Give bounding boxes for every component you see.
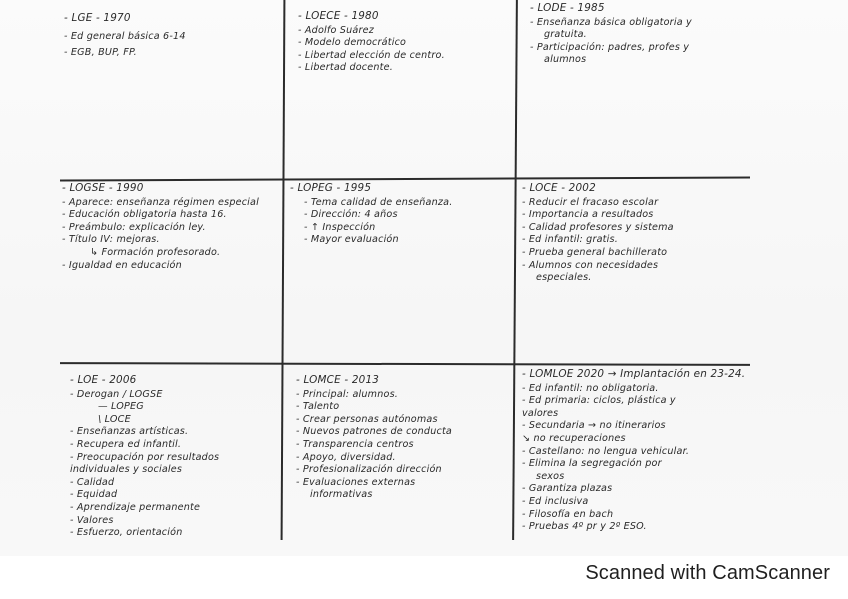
cell-line: - Nuevos patrones de conducta bbox=[296, 426, 452, 438]
cell-line: - Prueba general bachillerato bbox=[522, 246, 668, 258]
cell-line: - Calidad profesores y sistema bbox=[522, 221, 674, 233]
cell-title: - LOMLOE 2020 → Implantación en 23-24. bbox=[522, 368, 746, 380]
cell-line: - Castellano: no lengua vehicular. bbox=[522, 445, 690, 457]
cell-line: ↳ Formación profesorado. bbox=[90, 246, 221, 258]
cell-lode bbox=[530, 2, 745, 67]
cell-loece bbox=[298, 10, 510, 75]
cell-line: sexos bbox=[536, 470, 565, 482]
cell-line: - Preocupación por resultados bbox=[70, 451, 220, 463]
cell-line: - ↑ Inspección bbox=[304, 221, 376, 233]
cell-line: - Educación obligatoria hasta 16. bbox=[62, 209, 227, 221]
cell-line: - Modelo democrático bbox=[298, 37, 407, 49]
cell-line: — LOPEG bbox=[98, 401, 144, 413]
cell-line: - Calidad bbox=[70, 476, 115, 488]
cell-line: - Libertad docente. bbox=[298, 62, 393, 74]
cell-line: ↘ no recuperaciones bbox=[522, 432, 626, 444]
cell-line: - Ed infantil: gratis. bbox=[522, 234, 618, 246]
cell-line: - Preámbulo: explicación ley. bbox=[62, 221, 206, 233]
cell-line: - Título IV: mejoras. bbox=[62, 234, 160, 246]
cell-line: - Evaluaciones externas bbox=[296, 476, 416, 488]
cell-line: - Aparece: enseñanza régimen especial bbox=[62, 196, 259, 208]
camscanner-watermark: Scanned with CamScanner bbox=[585, 562, 830, 584]
cell-line: - Valores bbox=[70, 514, 114, 526]
cell-title: - LOPEG - 1995 bbox=[290, 182, 372, 194]
cell-line: - Mayor evaluación bbox=[304, 234, 399, 246]
cell-line: - Reducir el fracaso escolar bbox=[522, 196, 659, 208]
cell-line: - Filosofía en bach bbox=[522, 508, 614, 520]
cell-line: - Tema calidad de enseñanza. bbox=[304, 196, 453, 208]
cell-lopeg bbox=[290, 182, 510, 247]
cell-line: - Aprendizaje permanente bbox=[70, 501, 201, 513]
cell-loe bbox=[70, 374, 278, 540]
cell-line: - Esfuerzo, orientación bbox=[70, 527, 183, 539]
cell-line: - Garantiza plazas bbox=[522, 483, 613, 495]
cell-title: - LOMCE - 2013 bbox=[296, 374, 380, 386]
cell-line: - Pruebas 4º pr y 2º ESO. bbox=[522, 521, 647, 533]
cell-line: - Libertad elección de centro. bbox=[298, 49, 445, 61]
cell-line: - Transparencia centros bbox=[296, 438, 414, 450]
cell-line: individuales y sociales bbox=[70, 464, 183, 476]
cell-lge bbox=[64, 12, 276, 60]
cell-line: - Igualdad en educación bbox=[62, 259, 182, 271]
cell-line: - Ed general básica 6-14 bbox=[64, 30, 186, 42]
cell-loce bbox=[522, 182, 747, 285]
cell-line: - Dirección: 4 años bbox=[304, 209, 398, 221]
cell-line: - Recupera ed infantil. bbox=[70, 438, 182, 450]
cell-line: - Derogan / LOGSE bbox=[70, 388, 163, 400]
cell-line: \ LOCE bbox=[98, 413, 131, 425]
cell-logse bbox=[62, 182, 280, 272]
cell-title: - LGE - 1970 bbox=[64, 12, 131, 24]
cell-title: - LOECE - 1980 bbox=[298, 10, 379, 22]
cell-lomloe bbox=[522, 368, 762, 534]
cell-line: - Secundaria → no itinerarios bbox=[522, 420, 666, 432]
cell-title: - LOGSE - 1990 bbox=[62, 182, 144, 194]
cell-line: - Principal: alumnos. bbox=[296, 388, 399, 400]
cell-lomce bbox=[296, 374, 510, 502]
cell-line: - Enseñanzas artísticas. bbox=[70, 426, 189, 438]
cell-line: - Equidad bbox=[70, 489, 118, 501]
cell-line: - Crear personas autónomas bbox=[296, 413, 438, 425]
cell-line: - Talento bbox=[296, 401, 340, 413]
cell-line: - Alumnos con necesidades bbox=[522, 259, 659, 271]
cell-line: - Ed infantil: no obligatoria. bbox=[522, 382, 659, 394]
cell-line: gratuita. bbox=[544, 29, 587, 41]
cell-line: especiales. bbox=[536, 272, 592, 284]
cell-line: informativas bbox=[310, 489, 373, 501]
cell-line: - Apoyo, diversidad. bbox=[296, 451, 396, 463]
cell-line: - Profesionalización dirección bbox=[296, 464, 442, 476]
cell-line: - EGB, BUP, FP. bbox=[64, 47, 137, 59]
cell-line: - Ed primaria: ciclos, plástica y bbox=[522, 395, 676, 407]
cell-line: - Adolfo Suárez bbox=[298, 24, 374, 36]
cell-line: alumnos bbox=[544, 54, 587, 66]
cell-line: valores bbox=[522, 407, 559, 419]
cell-title: - LOCE - 2002 bbox=[522, 182, 596, 194]
cell-title: - LOE - 2006 bbox=[70, 374, 137, 386]
cell-line: - Participación: padres, profes y bbox=[530, 41, 690, 53]
cell-line: - Importancia a resultados bbox=[522, 209, 654, 221]
cell-title: - LODE - 1985 bbox=[530, 2, 605, 14]
cell-line: - Elimina la segregación por bbox=[522, 458, 662, 470]
cell-line: - Ed inclusiva bbox=[522, 495, 589, 507]
cell-line: - Enseñanza básica obligatoria y bbox=[530, 16, 692, 28]
